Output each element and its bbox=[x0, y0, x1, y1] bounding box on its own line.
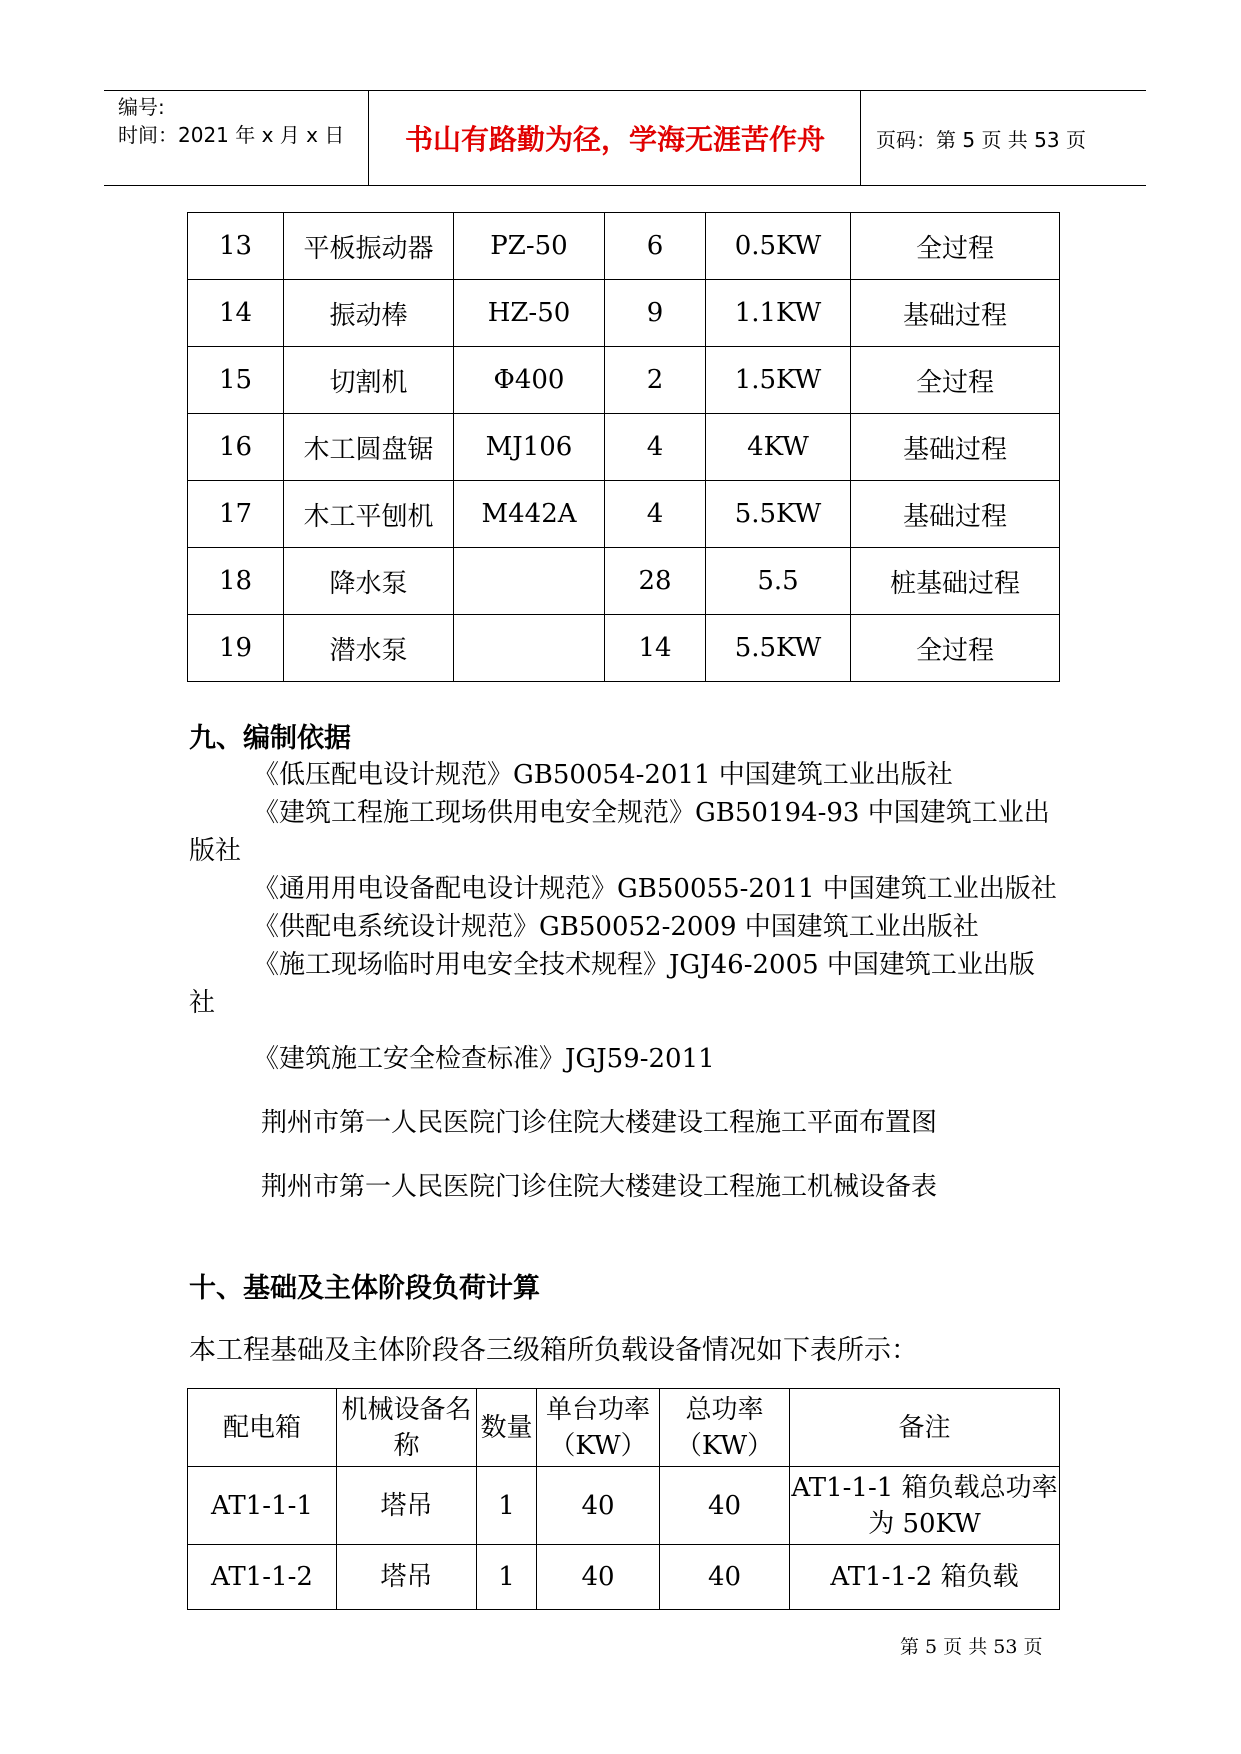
section-9-heading: 九、编制依据 bbox=[189, 723, 351, 754]
table-cell: 1 bbox=[477, 1467, 537, 1545]
page-header bbox=[104, 90, 1146, 186]
table-cell: PZ-50 bbox=[454, 213, 605, 280]
table-cell: 16 bbox=[188, 414, 284, 481]
header-divider bbox=[860, 91, 861, 185]
table-cell: 14 bbox=[188, 280, 284, 347]
table-cell: 18 bbox=[188, 548, 284, 615]
table-cell: HZ-50 bbox=[454, 280, 605, 347]
table-cell: 1.5KW bbox=[706, 347, 851, 414]
reference-item: 《建筑工程施工现场供用电安全规范》GB50194-93 中国建筑工业出版社 bbox=[189, 798, 1050, 866]
page-footer: 第 5 页 共 53 页 bbox=[900, 1636, 1043, 1658]
table-row bbox=[188, 213, 1060, 280]
table-row bbox=[188, 347, 1060, 414]
table-cell: 40 bbox=[537, 1545, 660, 1610]
table-cell bbox=[454, 615, 605, 682]
table-cell: AT1-1-2 箱负载 bbox=[790, 1545, 1060, 1610]
table-cell: 切割机 bbox=[284, 347, 454, 414]
reference-item: 荆州市第一人民医院门诊住院大楼建设工程施工机械设备表 bbox=[261, 1172, 938, 1202]
header-motto: 书山有路勤为径，学海无涯苦作舟 bbox=[404, 123, 825, 156]
table-cell: 4 bbox=[605, 414, 706, 481]
table-cell: 全过程 bbox=[851, 347, 1060, 414]
table-row bbox=[188, 1545, 1060, 1610]
table-cell: 40 bbox=[660, 1467, 790, 1545]
table-row bbox=[188, 1467, 1060, 1545]
table-cell: 14 bbox=[605, 615, 706, 682]
table-cell: 1.1KW bbox=[706, 280, 851, 347]
table-row bbox=[188, 280, 1060, 347]
table-cell: 潜水泵 bbox=[284, 615, 454, 682]
reference-list bbox=[189, 756, 1059, 1206]
table-cell: 5.5 bbox=[706, 548, 851, 615]
table-cell: Φ400 bbox=[454, 347, 605, 414]
load-table bbox=[187, 1388, 1060, 1610]
column-header: 备注 bbox=[790, 1389, 1060, 1467]
table-cell: 40 bbox=[660, 1545, 790, 1610]
equipment-table bbox=[187, 212, 1060, 682]
table-cell: 13 bbox=[188, 213, 284, 280]
reference-item: 《供配电系统设计规范》GB50052-2009 中国建筑工业出版社 bbox=[253, 912, 979, 942]
table-cell: 平板振动器 bbox=[284, 213, 454, 280]
table-cell: 基础过程 bbox=[851, 481, 1060, 548]
table-row bbox=[188, 615, 1060, 682]
table-cell: 全过程 bbox=[851, 213, 1060, 280]
table-cell: 17 bbox=[188, 481, 284, 548]
table-header-row bbox=[188, 1389, 1060, 1467]
table-cell: 2 bbox=[605, 347, 706, 414]
table-cell: 振动棒 bbox=[284, 280, 454, 347]
table-cell bbox=[454, 548, 605, 615]
table-row bbox=[188, 414, 1060, 481]
column-header: 配电箱 bbox=[188, 1389, 337, 1467]
table-row bbox=[188, 481, 1060, 548]
header-meta bbox=[118, 93, 368, 149]
table-cell: MJ106 bbox=[454, 414, 605, 481]
table-cell: 全过程 bbox=[851, 615, 1060, 682]
header-page-number: 页码：第 5 页 共 53 页 bbox=[876, 127, 1086, 152]
table-cell: 降水泵 bbox=[284, 548, 454, 615]
serial-label: 编号: bbox=[118, 95, 165, 119]
table-cell: AT1-1-1 bbox=[188, 1467, 337, 1545]
reference-item: 《建筑施工安全检查标准》JGJ59-2011 bbox=[253, 1044, 715, 1074]
table-row bbox=[188, 548, 1060, 615]
table-cell: 木工平刨机 bbox=[284, 481, 454, 548]
table-cell: 6 bbox=[605, 213, 706, 280]
table-cell: 28 bbox=[605, 548, 706, 615]
reference-item: 《低压配电设计规范》GB50054-2011 中国建筑工业出版社 bbox=[253, 760, 953, 790]
column-header: 总功率（KW） bbox=[660, 1389, 790, 1467]
table-cell: 5.5KW bbox=[706, 615, 851, 682]
table-cell: 塔吊 bbox=[337, 1545, 477, 1610]
reference-item: 荆州市第一人民医院门诊住院大楼建设工程施工平面布置图 bbox=[261, 1108, 938, 1138]
section-10-heading: 十、基础及主体阶段负荷计算 bbox=[189, 1273, 540, 1304]
table-cell: 5.5KW bbox=[706, 481, 851, 548]
table-cell: 19 bbox=[188, 615, 284, 682]
reference-item: 《通用用电设备配电设计规范》GB50055-2011 中国建筑工业出版社 bbox=[253, 874, 1057, 904]
section-10-intro: 本工程基础及主体阶段各三级箱所负载设备情况如下表所示： bbox=[189, 1335, 918, 1366]
table-cell: 4 bbox=[605, 481, 706, 548]
column-header: 单台功率（KW） bbox=[537, 1389, 660, 1467]
table-cell: 0.5KW bbox=[706, 213, 851, 280]
table-cell: 15 bbox=[188, 347, 284, 414]
table-cell: 9 bbox=[605, 280, 706, 347]
time-label: 时间：2021 年 x 月 x 日 bbox=[118, 123, 345, 147]
table-cell: 4KW bbox=[706, 414, 851, 481]
table-cell: AT1-1-2 bbox=[188, 1545, 337, 1610]
table-cell: M442A bbox=[454, 481, 605, 548]
table-cell: 木工圆盘锯 bbox=[284, 414, 454, 481]
table-cell: 基础过程 bbox=[851, 280, 1060, 347]
column-header: 机械设备名称 bbox=[337, 1389, 477, 1467]
table-cell: AT1-1-1 箱负载总功率为 50KW bbox=[790, 1467, 1060, 1545]
header-divider bbox=[368, 91, 369, 185]
table-cell: 桩基础过程 bbox=[851, 548, 1060, 615]
column-header: 数量 bbox=[477, 1389, 537, 1467]
table-cell: 塔吊 bbox=[337, 1467, 477, 1545]
reference-item: 《施工现场临时用电安全技术规程》JGJ46-2005 中国建筑工业出版社 bbox=[189, 950, 1035, 1018]
table-cell: 40 bbox=[537, 1467, 660, 1545]
table-cell: 基础过程 bbox=[851, 414, 1060, 481]
table-cell: 1 bbox=[477, 1545, 537, 1610]
